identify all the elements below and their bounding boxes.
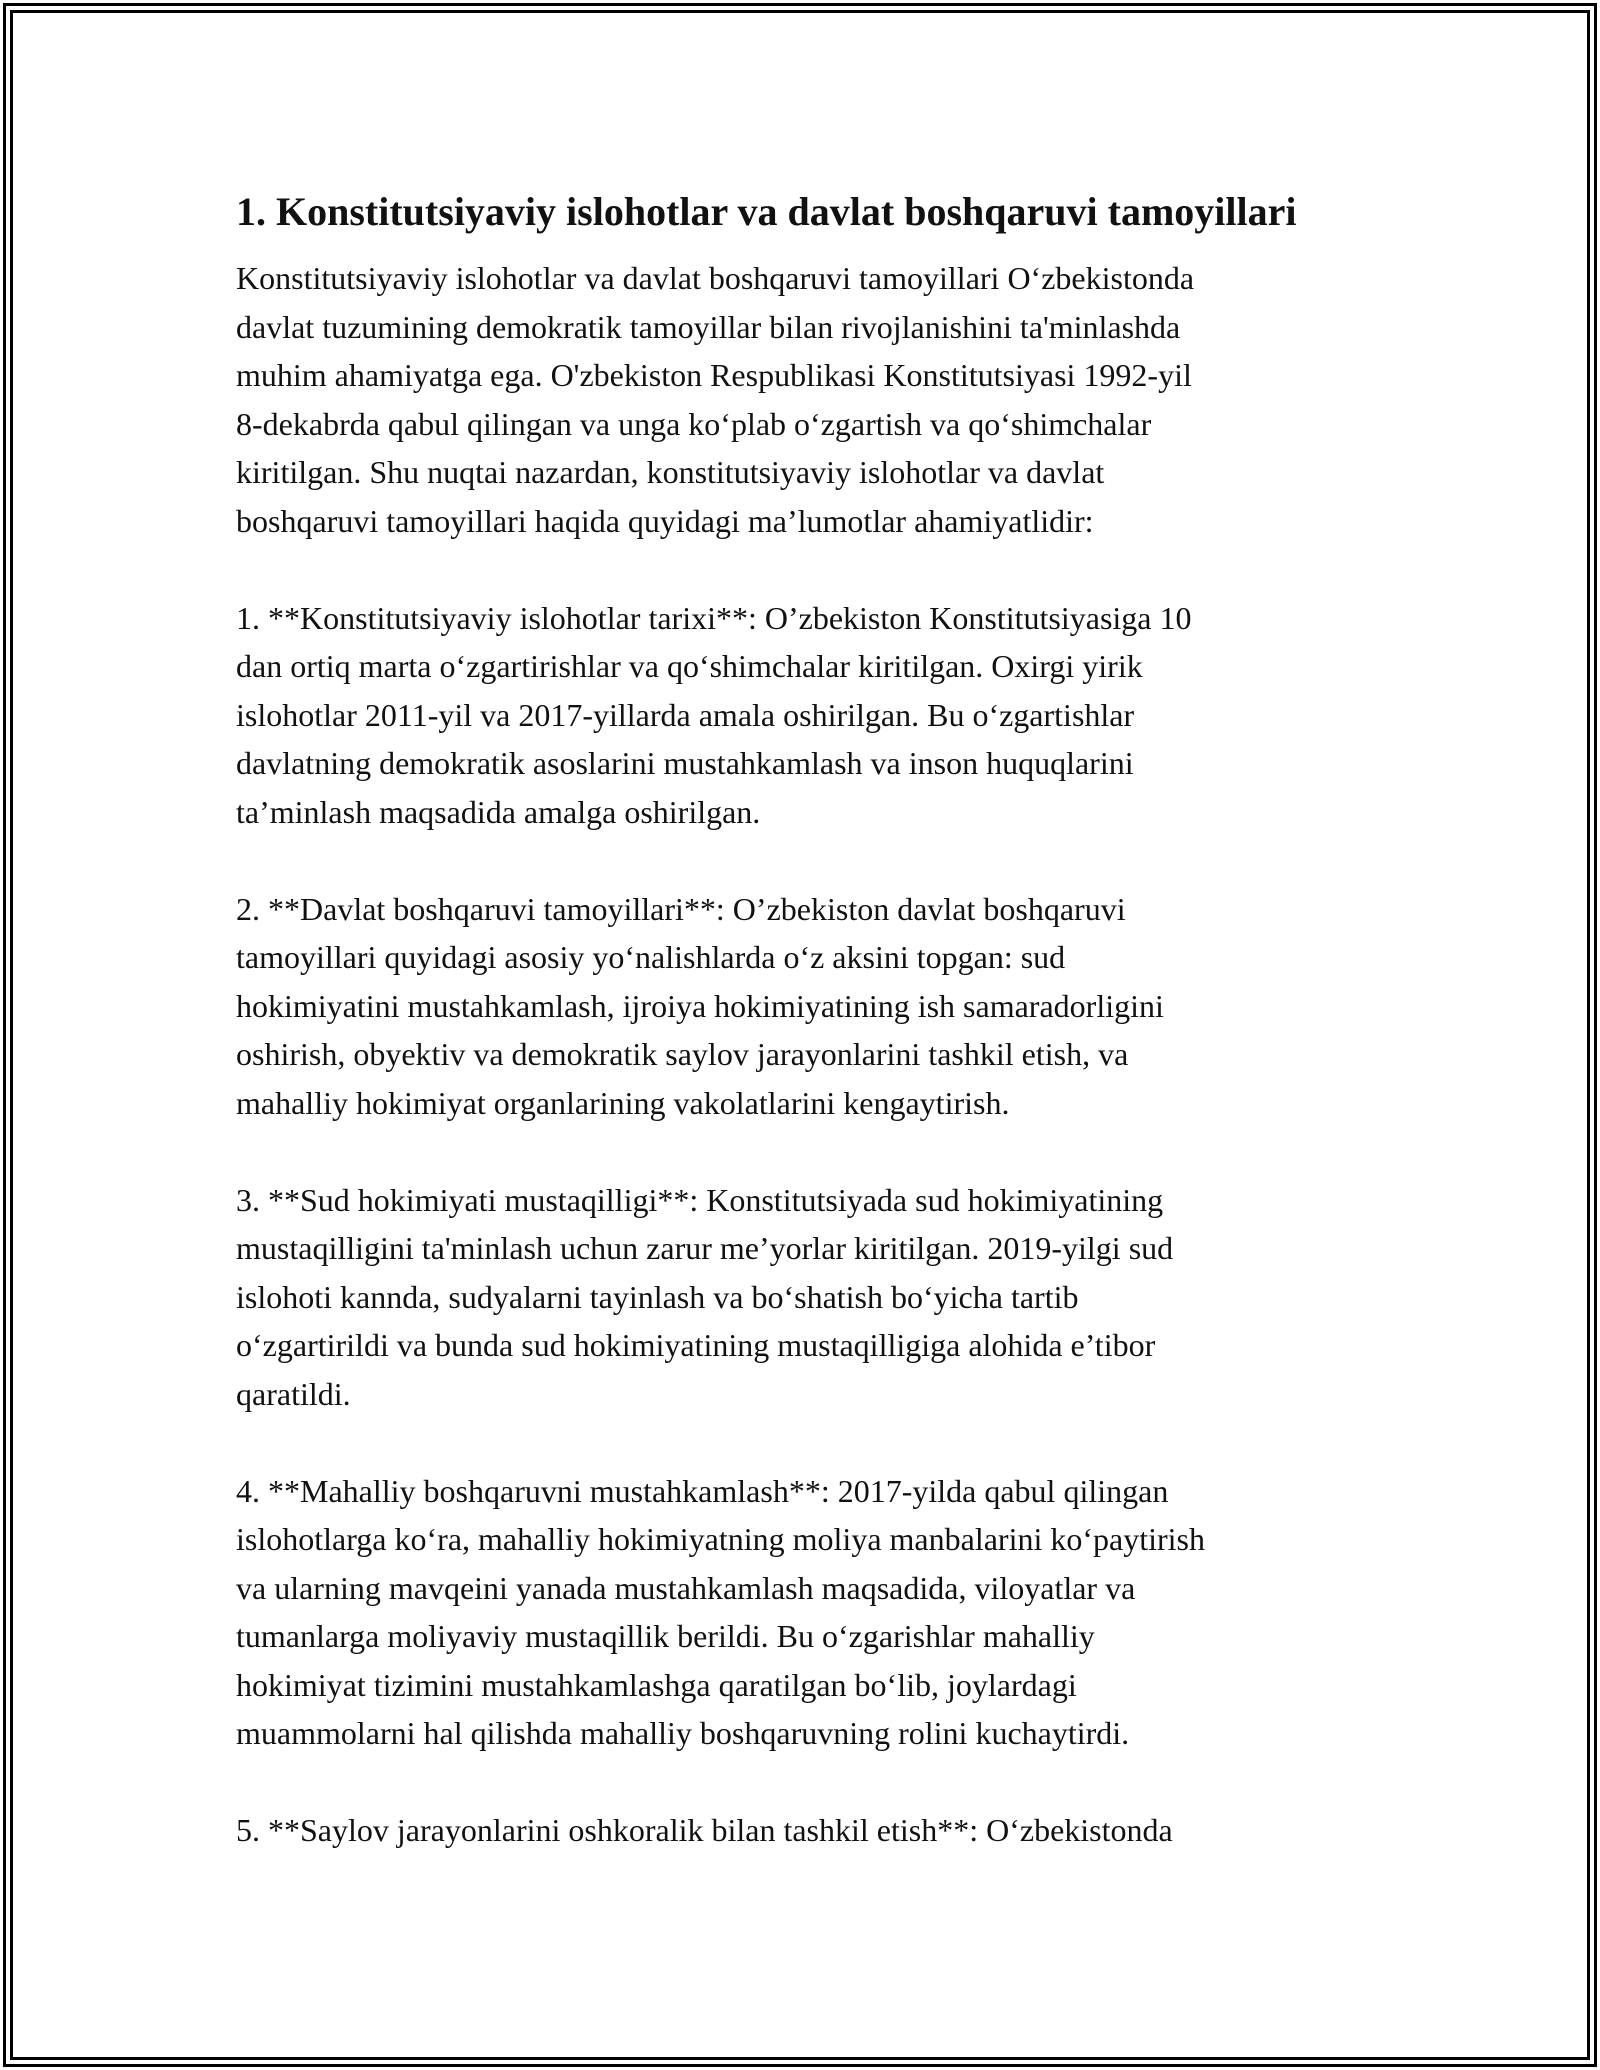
section-body: Konstitutsiyaviy islohotlar va davlat boshqaruvi tamoyillari O‘zbekistonda davlat tuzumining demokratik tamoyillar bilan rivojlanishini ta'minlashda muhim ahamiyatga ega. O'zbekiston Respublikasi Konstitutsiyasi 1992-yil 8-dekabrda qabul qilingan va unga ko‘plab o‘zgartish va qo‘shimchalar kiritilgan. Shu nuqtai nazardan, konstitutsiyaviy islohotlar va davlat boshqaruvi tamoyillari haqida quyidagi ma’lumotlar ahamiyatlidir: 1. **Konstitutsiyaviy islohotlar tarixi**: O’zbekiston Konstitutsiyasiga 10 dan ortiq marta o‘zgartirishlar va qo‘shimchalar kiritilgan. Oxirgi yirik islohotlar 2011-yil va 2017-yillarda amala oshirilgan. Bu o‘zgartishlar davlatning demokratik asoslarini mustahkamlash va inson huquqlarini ta’minlash maqsadida amalga oshirilgan. 2. **Davlat boshqaruvi tamoyillari**: O’zbekiston davlat boshqaruvi tamoyillari quyidagi asosiy yo‘nalishlarda o‘z aksini topgan: sud hokimiyatini mustahkamlash, ijroiya hokimiyatining ish samaradorligini oshirish, obyektiv va demokratik saylov jarayonlarini tashkil etish, va mahalliy hokimiyat organlarining vakolatlarini kengaytirish. 3. **Sud hokimiyati mustaqilligi**: Konstitutsiyada sud hokimiyatining mustaqilligini ta'minlash uchun zarur me’yorlar kiritilgan. 2019-yilgi sud islohoti kannda, sudyalarni tayinlash va bo‘shatish bo‘yicha tartib o‘zgartirildi va bunda sud hokimiyatining mustaqilligiga alohida e’tibor qaratildi. 4. **Mahalliy boshqaruvni mustahkamlash**: 2017-yilda qabul qilingan islohotlarga ko‘ra, mahalliy hokimiyatning moliya manbalarini ko‘paytirish va ularning mavqeini yanada mustahkamlash maqsadida, viloyatlar va tumanlarga moliyaviy mustaqillik berildi. Bu o‘zgarishlar mahalliy hokimiyat tizimini mustahkamlashga qaratilgan bo‘lib, joylardagi muammolarni hal qilishda mahalliy boshqaruvning rolini kuchaytirdi. 5. **Saylov jarayonlarini oshkoralik bilan tashkil etish**: O‘zbekistonda: [236, 260, 1205, 1848]
document-content: [236, 186, 1386, 1855]
section-heading: 1. Konstitutsiyaviy islohotlar va davlat boshqaruvi tamoyillari: [236, 189, 1297, 234]
